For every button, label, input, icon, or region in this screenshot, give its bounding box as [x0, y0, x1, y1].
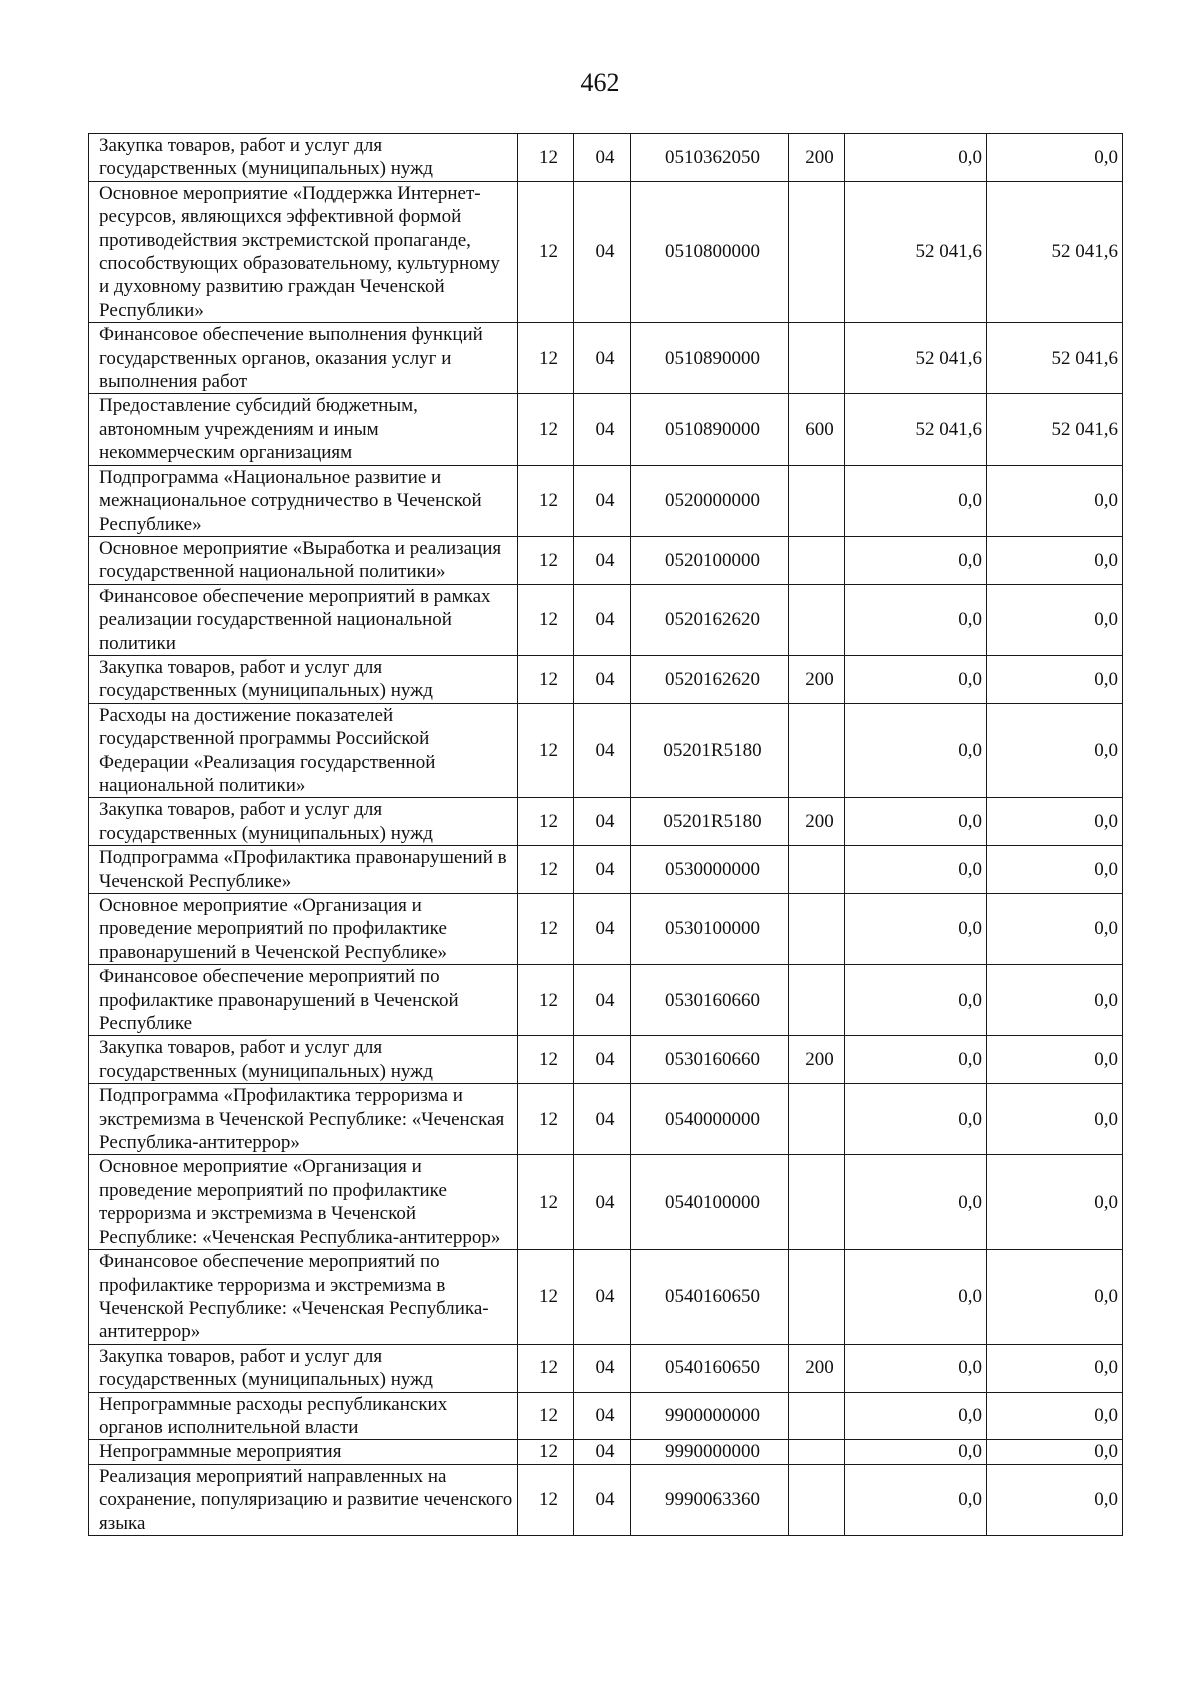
row-target-article: 05201R5180 [631, 798, 789, 846]
row-section: 12 [518, 323, 574, 394]
row-target-article: 0520100000 [631, 536, 789, 584]
row-target-article: 05201R5180 [631, 703, 789, 798]
row-subsection: 04 [574, 894, 631, 965]
row-expense-type [789, 1155, 845, 1250]
table-row [89, 1392, 1123, 1440]
row-subsection: 04 [574, 1344, 631, 1392]
row-expense-type: 200 [789, 1344, 845, 1392]
row-amount-1: 0,0 [845, 536, 987, 584]
row-subsection: 04 [574, 134, 631, 182]
row-amount-2: 0,0 [987, 894, 1123, 965]
row-amount-1: 0,0 [845, 1155, 987, 1250]
row-expense-type [789, 1084, 845, 1155]
row-target-article: 0540100000 [631, 1155, 789, 1250]
row-amount-2: 0,0 [987, 798, 1123, 846]
row-section: 12 [518, 703, 574, 798]
row-name: Основное мероприятие «Выработка и реализация государственной национальной политики» [89, 536, 518, 584]
row-name: Финансовое обеспечение мероприятий по профилактике правонарушений в Чеченской Республике [89, 965, 518, 1036]
row-name: Закупка товаров, работ и услуг для государственных (муниципальных) нужд [89, 1036, 518, 1084]
table-row [89, 1036, 1123, 1084]
row-subsection: 04 [574, 1464, 631, 1535]
row-name: Финансовое обеспечение мероприятий в рамках реализации государственной национальной политики [89, 584, 518, 655]
row-name: Предоставление субсидий бюджетным, автономным учреждениям и иным некоммерческим организациям [89, 394, 518, 465]
row-amount-1: 0,0 [845, 584, 987, 655]
row-section: 12 [518, 584, 574, 655]
table-row [89, 1155, 1123, 1250]
row-amount-1: 0,0 [845, 655, 987, 703]
budget-table [88, 133, 1123, 1536]
row-subsection: 04 [574, 1440, 631, 1464]
row-subsection: 04 [574, 1155, 631, 1250]
row-section: 12 [518, 965, 574, 1036]
row-amount-1: 0,0 [845, 1036, 987, 1084]
row-target-article: 0540160650 [631, 1344, 789, 1392]
row-amount-2: 0,0 [987, 655, 1123, 703]
row-amount-1: 0,0 [845, 1464, 987, 1535]
row-expense-type [789, 965, 845, 1036]
row-name: Непрограммные расходы республиканских органов исполнительной власти [89, 1392, 518, 1440]
row-amount-2: 0,0 [987, 584, 1123, 655]
budget-table-body [89, 134, 1123, 1536]
table-row [89, 798, 1123, 846]
table-row [89, 1440, 1123, 1464]
row-expense-type [789, 894, 845, 965]
row-expense-type: 200 [789, 798, 845, 846]
row-expense-type [789, 1440, 845, 1464]
row-amount-1: 0,0 [845, 1392, 987, 1440]
row-amount-1: 0,0 [845, 465, 987, 536]
row-section: 12 [518, 1344, 574, 1392]
row-section: 12 [518, 655, 574, 703]
row-target-article: 0540000000 [631, 1084, 789, 1155]
row-amount-2: 52 041,6 [987, 323, 1123, 394]
row-target-article: 0510890000 [631, 394, 789, 465]
row-amount-2: 0,0 [987, 1392, 1123, 1440]
row-target-article: 9900000000 [631, 1392, 789, 1440]
row-amount-2: 52 041,6 [987, 394, 1123, 465]
row-name: Основное мероприятие «Поддержка Интернет-ресурсов, являющихся эффективной формой противодействия экстремистской пропаганде, способствующих образовательному, культурному и духовному развитию граждан Чеченской Республики» [89, 181, 518, 322]
row-amount-2: 0,0 [987, 1440, 1123, 1464]
row-subsection: 04 [574, 1392, 631, 1440]
row-amount-2: 0,0 [987, 1036, 1123, 1084]
row-subsection: 04 [574, 181, 631, 322]
row-amount-2: 0,0 [987, 1344, 1123, 1392]
row-name: Закупка товаров, работ и услуг для государственных (муниципальных) нужд [89, 798, 518, 846]
row-expense-type [789, 1392, 845, 1440]
row-amount-1: 52 041,6 [845, 394, 987, 465]
row-name: Подпрограмма «Профилактика терроризма и экстремизма в Чеченской Республике: «Чеченская Республика-антитеррор» [89, 1084, 518, 1155]
row-amount-1: 0,0 [845, 1344, 987, 1392]
row-name: Основное мероприятие «Организация и проведение мероприятий по профилактике правонарушений в Чеченской Республике» [89, 894, 518, 965]
row-subsection: 04 [574, 584, 631, 655]
table-row [89, 965, 1123, 1036]
row-expense-type [789, 465, 845, 536]
row-subsection: 04 [574, 846, 631, 894]
row-target-article: 9990000000 [631, 1440, 789, 1464]
row-amount-2: 0,0 [987, 1155, 1123, 1250]
table-row [89, 655, 1123, 703]
row-expense-type [789, 584, 845, 655]
row-section: 12 [518, 1155, 574, 1250]
row-expense-type [789, 1250, 845, 1345]
row-amount-1: 0,0 [845, 1084, 987, 1155]
row-name: Финансовое обеспечение выполнения функций государственных органов, оказания услуг и выполнения работ [89, 323, 518, 394]
row-amount-1: 52 041,6 [845, 323, 987, 394]
row-expense-type: 200 [789, 655, 845, 703]
row-subsection: 04 [574, 536, 631, 584]
row-section: 12 [518, 1250, 574, 1345]
row-subsection: 04 [574, 1036, 631, 1084]
row-subsection: 04 [574, 465, 631, 536]
row-name: Подпрограмма «Профилактика правонарушений в Чеченской Республике» [89, 846, 518, 894]
row-target-article: 0530100000 [631, 894, 789, 965]
row-amount-1: 0,0 [845, 134, 987, 182]
row-amount-1: 0,0 [845, 1440, 987, 1464]
row-subsection: 04 [574, 965, 631, 1036]
row-section: 12 [518, 1392, 574, 1440]
row-target-article: 0520162620 [631, 584, 789, 655]
row-amount-1: 0,0 [845, 703, 987, 798]
row-section: 12 [518, 894, 574, 965]
row-amount-2: 0,0 [987, 1084, 1123, 1155]
row-amount-1: 52 041,6 [845, 181, 987, 322]
row-name: Закупка товаров, работ и услуг для государственных (муниципальных) нужд [89, 134, 518, 182]
row-subsection: 04 [574, 798, 631, 846]
row-expense-type [789, 323, 845, 394]
row-amount-1: 0,0 [845, 965, 987, 1036]
table-row [89, 465, 1123, 536]
page-number: 462 [580, 68, 620, 97]
row-target-article: 0520000000 [631, 465, 789, 536]
row-name: Закупка товаров, работ и услуг для государственных (муниципальных) нужд [89, 1344, 518, 1392]
row-name: Реализация мероприятий направленных на сохранение, популяризацию и развитие чеченского языка [89, 1464, 518, 1535]
row-section: 12 [518, 1440, 574, 1464]
row-expense-type: 200 [789, 134, 845, 182]
table-row [89, 894, 1123, 965]
row-amount-2: 0,0 [987, 1464, 1123, 1535]
row-amount-1: 0,0 [845, 1250, 987, 1345]
table-row [89, 536, 1123, 584]
row-subsection: 04 [574, 655, 631, 703]
row-subsection: 04 [574, 1084, 631, 1155]
row-amount-2: 0,0 [987, 703, 1123, 798]
row-section: 12 [518, 1084, 574, 1155]
row-amount-2: 0,0 [987, 465, 1123, 536]
row-expense-type [789, 536, 845, 584]
table-row [89, 1250, 1123, 1345]
row-target-article: 9990063360 [631, 1464, 789, 1535]
row-section: 12 [518, 134, 574, 182]
row-expense-type: 600 [789, 394, 845, 465]
row-subsection: 04 [574, 1250, 631, 1345]
row-amount-2: 0,0 [987, 536, 1123, 584]
row-target-article: 0510800000 [631, 181, 789, 322]
row-subsection: 04 [574, 703, 631, 798]
row-expense-type [789, 846, 845, 894]
table-row [89, 1464, 1123, 1535]
row-subsection: 04 [574, 323, 631, 394]
row-name: Расходы на достижение показателей государственной программы Российской Федерации «Реализация государственной национальной политики» [89, 703, 518, 798]
row-amount-1: 0,0 [845, 894, 987, 965]
row-section: 12 [518, 536, 574, 584]
table-row [89, 584, 1123, 655]
row-section: 12 [518, 394, 574, 465]
row-name: Непрограммные мероприятия [89, 1440, 518, 1464]
table-row [89, 394, 1123, 465]
row-target-article: 0530160660 [631, 965, 789, 1036]
row-expense-type [789, 181, 845, 322]
row-amount-2: 52 041,6 [987, 181, 1123, 322]
row-amount-2: 0,0 [987, 846, 1123, 894]
row-target-article: 0530160660 [631, 1036, 789, 1084]
row-section: 12 [518, 1036, 574, 1084]
table-row [89, 703, 1123, 798]
row-section: 12 [518, 465, 574, 536]
table-row [89, 134, 1123, 182]
table-row [89, 1344, 1123, 1392]
row-target-article: 0510890000 [631, 323, 789, 394]
row-name: Основное мероприятие «Организация и проведение мероприятий по профилактике терроризма и экстремизма в Чеченской Республике: «Чеченская Республика-антитеррор» [89, 1155, 518, 1250]
table-row [89, 181, 1123, 322]
row-amount-1: 0,0 [845, 846, 987, 894]
row-name: Закупка товаров, работ и услуг для государственных (муниципальных) нужд [89, 655, 518, 703]
row-target-article: 0510362050 [631, 134, 789, 182]
row-name: Финансовое обеспечение мероприятий по профилактике терроризма и экстремизма в Чеченской Республике: «Чеченская Республика-антитеррор» [89, 1250, 518, 1345]
row-expense-type [789, 1464, 845, 1535]
row-section: 12 [518, 181, 574, 322]
row-section: 12 [518, 1464, 574, 1535]
row-name: Подпрограмма «Национальное развитие и межнациональное сотрудничество в Чеченской Республике» [89, 465, 518, 536]
row-amount-2: 0,0 [987, 965, 1123, 1036]
row-target-article: 0520162620 [631, 655, 789, 703]
row-section: 12 [518, 798, 574, 846]
row-amount-2: 0,0 [987, 134, 1123, 182]
row-section: 12 [518, 846, 574, 894]
row-target-article: 0530000000 [631, 846, 789, 894]
table-row [89, 1084, 1123, 1155]
row-expense-type [789, 703, 845, 798]
row-subsection: 04 [574, 394, 631, 465]
row-amount-1: 0,0 [845, 798, 987, 846]
table-row [89, 846, 1123, 894]
table-row [89, 323, 1123, 394]
row-amount-2: 0,0 [987, 1250, 1123, 1345]
row-target-article: 0540160650 [631, 1250, 789, 1345]
row-expense-type: 200 [789, 1036, 845, 1084]
